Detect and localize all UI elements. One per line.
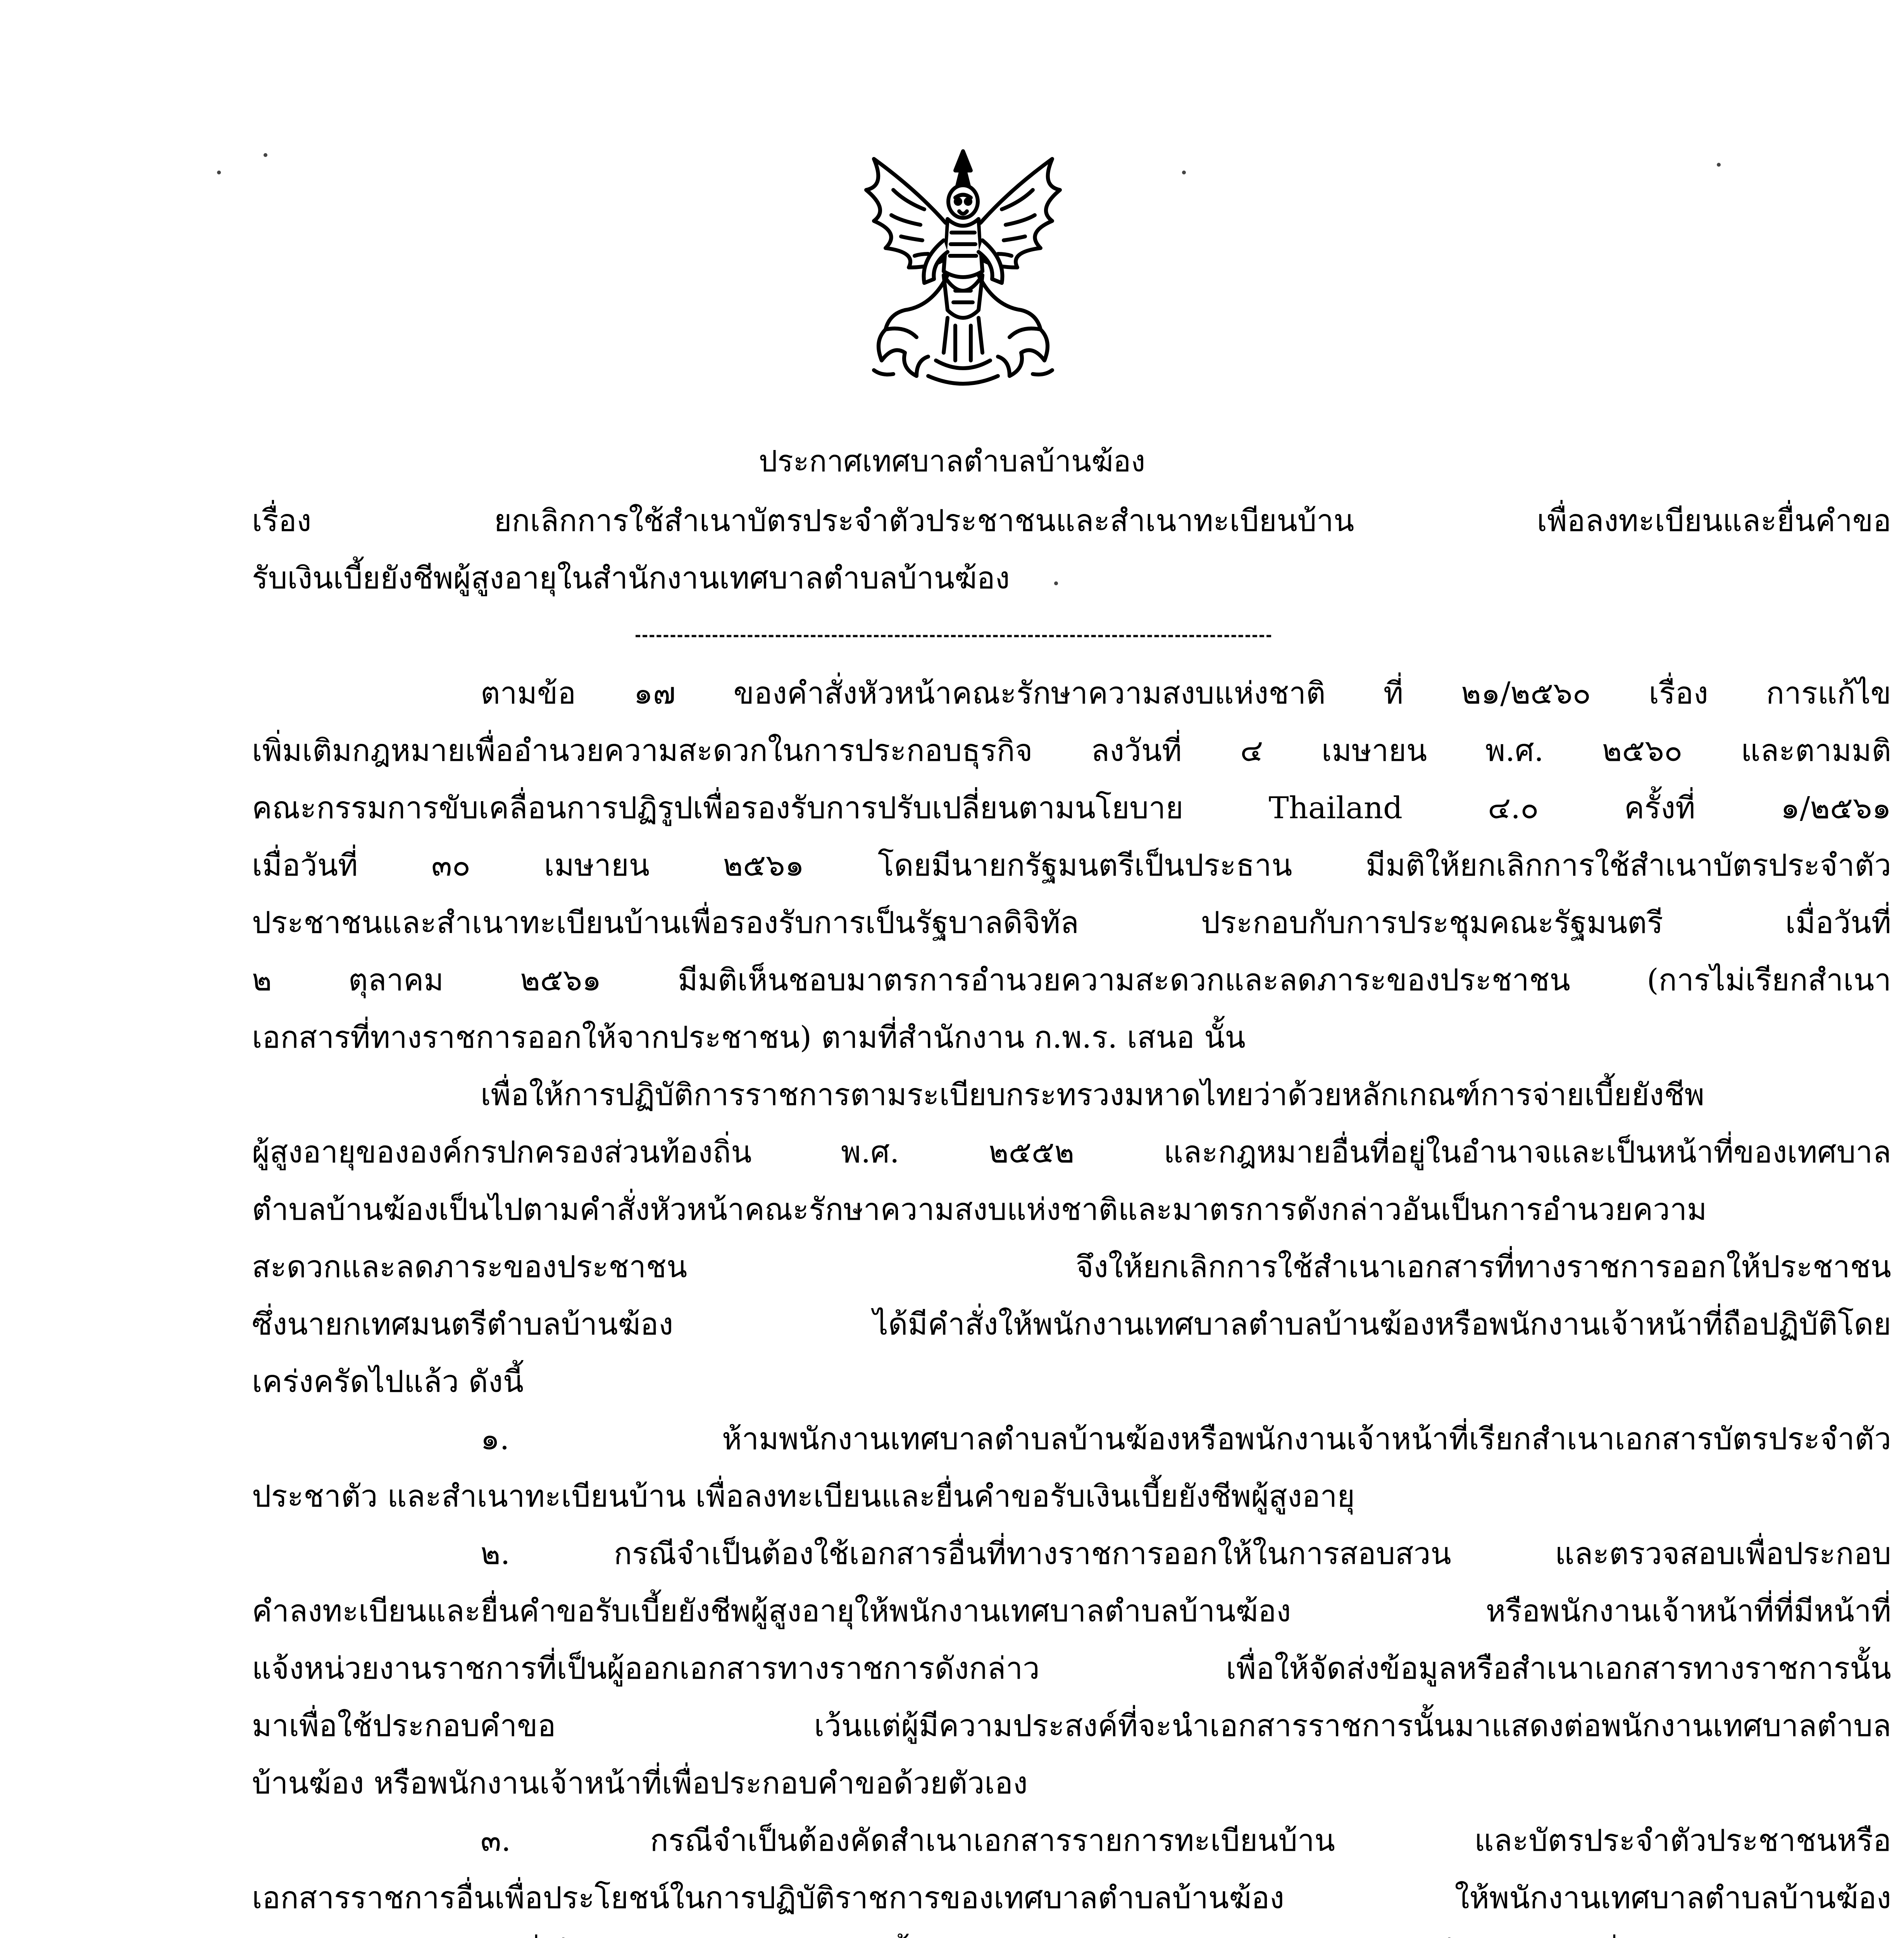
subject-line: เรื่อง ยกเลิกการใช้สำเนาบัตรประจำตัวประชาชนและสำเนาทะเบียนบ้าน เพื่อลงทะเบียนและยื่นคำขอ [252,503,1891,538]
subject-line: รับเงินเบี้ยยังชีพผู้สูงอายุในสำนักงานเทศบาลตำบลบ้านฆ้อง [252,561,1010,596]
clause-1-line: ๑. ห้ามพนักงานเทศบาลตำบลบ้านฆ้องหรือพนักงานเจ้าหน้าที่เรียกสำเนาเอกสารบัตรประจำตัว [481,1422,1891,1457]
clause-2-line: แจ้งหน่วยงานราชการที่เป็นผู้ออกเอกสารทางราชการดังกล่าว เพื่อให้จัดส่งข้อมูลหรือสำเนาเอกสารทางราชการนั้น [252,1651,1891,1686]
body-line: เคร่งครัดไปแล้ว ดังนี้ [252,1364,524,1399]
announcement-body [252,665,1891,1938]
body-line: เพิ่มเติมกฎหมายเพื่ออำนวยความสะดวกในการประกอบธุรกิจ ลงวันที่ ๔ เมษายน พ.ศ. ๒๕๖๐ และตามมติ [252,733,1891,768]
body-line: เพื่อให้การปฏิบัติการราชการตามระเบียบกระทรวงมหาดไทยว่าด้วยหลักเกณฑ์การจ่ายเบี้ยยังชีพ [481,1078,1705,1112]
subject-block [252,492,1891,607]
body-line: ตามข้อ ๑๗ ของคำสั่งหัวหน้าคณะรักษาความสงบแห่งชาติ ที่ ๒๑/๒๕๖๐ เรื่อง การแก้ไข [481,676,1891,711]
announcement-title: ประกาศเทศบาลตำบลบ้านฆ้อง [758,444,1146,478]
scan-speck [1182,171,1186,174]
clause-2-line: มาเพื่อใช้ประกอบคำขอ เว้นแต่ผู้มีความประสงค์ที่จะนำเอกสารราชการนั้นมาแสดงต่อพนักงานเทศบาลตำบล [252,1709,1891,1743]
scan-speck [264,153,267,157]
garuda-emblem-icon [827,143,1099,399]
scan-speck [1717,163,1721,167]
body-line: สะดวกและลดภาระของประชาชน จึงให้ยกเลิกการใช้สำเนาเอกสารที่ทางราชการออกให้ประชาชน [252,1250,1891,1285]
body-line: ซึ่งนายกเทศมนตรีตำบลบ้านฆ้อง ได้มีคำสั่งให้พนักงานเทศบาลตำบลบ้านฆ้องหรือพนักงานเจ้าหน้าที่ถือปฏิบัติโดย [252,1307,1891,1342]
body-line: ผู้สูงอายุขององค์กรปกครองส่วนท้องถิ่น พ.ศ. ๒๕๕๒ และกฎหมายอื่นที่อยู่ในอำนาจและเป็นหน้าที่ของเทศบาล [252,1135,1891,1170]
body-line: เอกสารที่ทางราชการออกให้จากประชาชน) ตามที่สำนักงาน ก.พ.ร. เสนอ นั้น [252,1020,1246,1055]
clause-3-line [252,1927,1891,1938]
clause-3-line: เอกสารราชการอื่นเพื่อประโยชน์ในการปฏิบัติราชการของเทศบาลตำบลบ้านฆ้อง ให้พนักงานเทศบาลตำบลบ้านฆ้อง [252,1881,1891,1916]
dashed-divider [636,635,1271,637]
clause-2-line: ๒. กรณีจำเป็นต้องใช้เอกสารอื่นที่ทางราชการออกให้ในการสอบสวน และตรวจสอบเพื่อประกอบ [481,1536,1891,1571]
scan-speck [1054,581,1058,585]
body-line: ๒ ตุลาคม ๒๕๖๑ มีมติเห็นชอบมาตรการอำนวยความสะดวกและลดภาระของประชาชน (การไม่เรียกสำเนา [252,963,1891,998]
body-line: คณะกรรมการขับเคลื่อนการปฏิรูปเพื่อรองรับการปรับเปลี่ยนตามนโยบาย Thailand ๔.๐ ครั้งที่ ๑/๒๕๖๑ [252,791,1891,826]
scan-speck [217,171,221,174]
clause-3-line: ๓. กรณีจำเป็นต้องคัดสำเนาเอกสารรายการทะเบียนบ้าน และบัตรประจำตัวประชาชนหรือ [481,1823,1891,1858]
body-line: ประชาชนและสำเนาทะเบียนบ้านเพื่อรองรับการเป็นรัฐบาลดิจิทัล ประกอบกับการประชุมคณะรัฐมนตรี เมื่อวันที่ [252,905,1891,940]
body-line: ตำบลบ้านฆ้องเป็นไปตามคำสั่งหัวหน้าคณะรักษาความสงบแห่งชาติและมาตรการดังกล่าวอันเป็นการอำนวยความ [252,1192,1707,1227]
clause-2-line: คำลงทะเบียนและยื่นคำขอรับเบี้ยยังชีพผู้สูงอายุให้พนักงานเทศบาลตำบลบ้านฆ้อง หรือพนักงานเจ้าหน้าที่ที่มีหน้าที่ [252,1594,1891,1629]
clause-2-line: บ้านฆ้อง หรือพนักงานเจ้าหน้าที่เพื่อประกอบคำขอด้วยตัวเอง [252,1766,1028,1801]
body-line: เมื่อวันที่ ๓๐ เมษายน ๒๕๖๑ โดยมีนายกรัฐมนตรีเป็นประธาน มีมติให้ยกเลิกการใช้สำเนาบัตรประจำตัว [252,848,1891,883]
clause-1-line: ประชาตัว และสำเนาทะเบียนบ้าน เพื่อลงทะเบียนและยื่นคำขอรับเงินเบี้ยยังชีพผู้สูงอายุ [252,1479,1355,1514]
